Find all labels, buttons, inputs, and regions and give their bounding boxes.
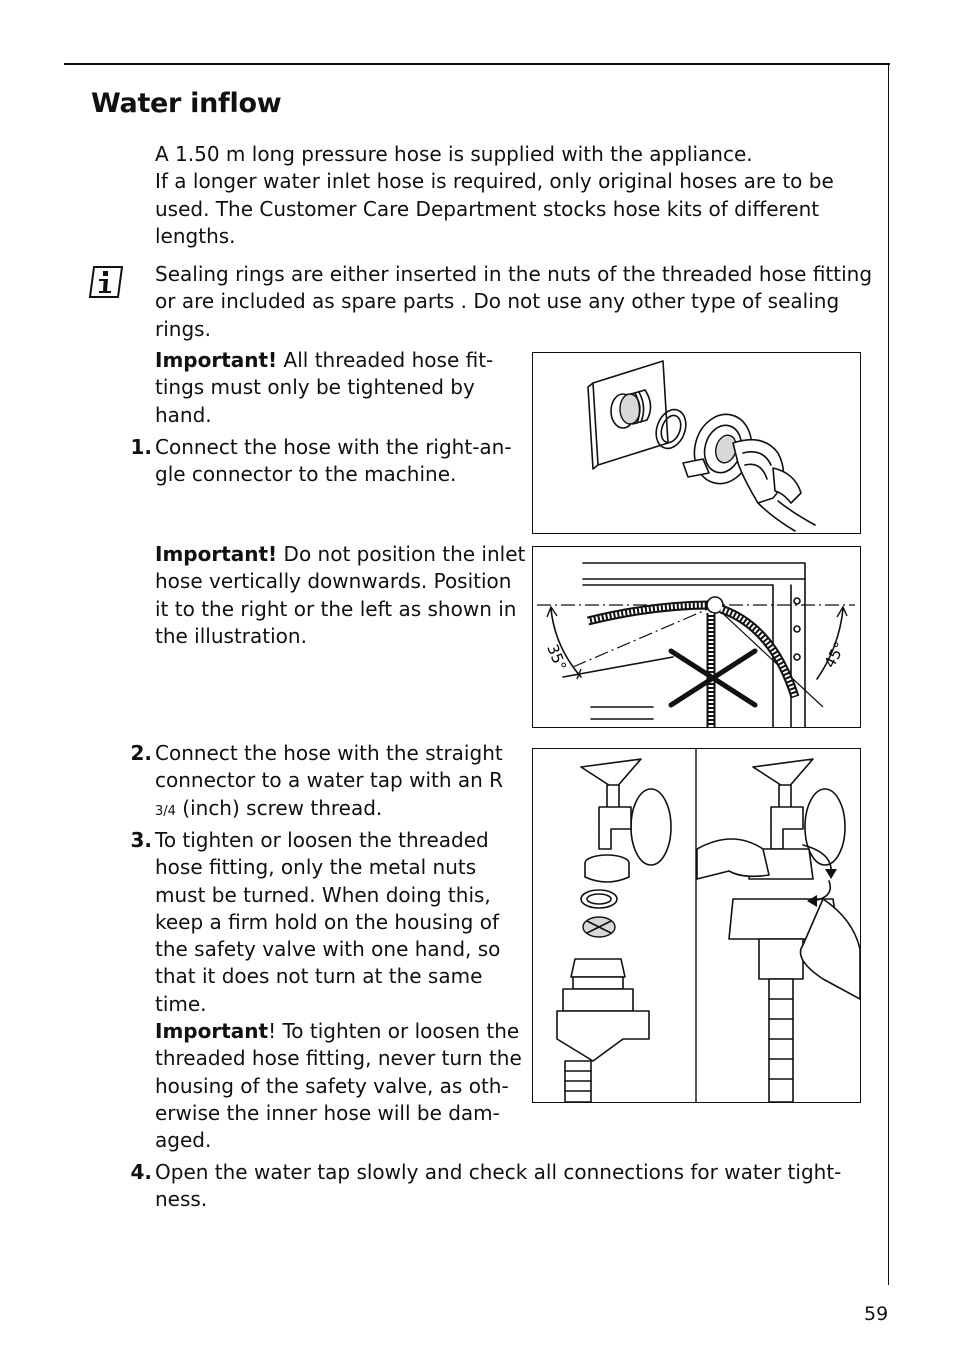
info-i-icon: [89, 265, 123, 299]
important-hand-tighten: [155, 347, 493, 429]
important-label: Important: [155, 1019, 269, 1044]
top-rule: [64, 63, 890, 65]
angle-label-right: 45°: [820, 638, 850, 671]
angle-label-left: 35°: [543, 641, 570, 674]
step-line: To tighten or loosen the threaded: [155, 828, 489, 852]
step-1-number: 1.: [130, 435, 152, 459]
step-line: hose fitting, only the metal nuts: [155, 855, 477, 880]
important-text: it to the right or the left as shown in: [155, 596, 517, 621]
important-label: Important!: [155, 348, 278, 372]
step-line: keep a firm hold on the housing of: [155, 909, 499, 934]
step-line: aged.: [155, 1128, 212, 1153]
info-line: Sealing rings are either inserted in the nuts of the threaded hose fitting: [155, 262, 873, 286]
figure-tap-connection: [532, 748, 861, 1103]
fraction-text: 3/4: [155, 803, 176, 819]
intro-line: A 1.50 m long pressure hose is supplied with the appliance.: [155, 142, 753, 166]
step-line: erwise the inner hose will be dam-: [155, 1100, 500, 1125]
step-line: threaded hose fitting, never turn the: [155, 1046, 522, 1071]
step-line: time.: [155, 991, 207, 1016]
step-line: ! To tighten or loosen the: [268, 1019, 520, 1044]
step-3-text: [155, 827, 522, 1155]
important-text: tings must only be tightened by: [155, 375, 475, 400]
important-label: Important!: [155, 542, 278, 566]
sealing-rings-paragraph: [155, 261, 872, 343]
right-margin-rule: [888, 63, 889, 1285]
step-1-text: [155, 434, 512, 489]
step-line: gle connector to the machine.: [155, 462, 457, 487]
intro-line: used. The Customer Care Department stocks hose kits of different: [155, 196, 820, 221]
important-text: hose vertically downwards. Position: [155, 569, 512, 594]
hose-angle-illustration: [533, 547, 860, 727]
intro-paragraph: [155, 141, 834, 250]
step-line: Open the water tap slowly and check all connections for water tight-: [155, 1160, 842, 1184]
step-line: connector to a water tap with an R: [155, 768, 504, 793]
step-line: Connect the hose with the right-an-: [155, 435, 512, 459]
step-4-text: [155, 1159, 841, 1214]
step-line: housing of the safety valve, as oth-: [155, 1073, 509, 1098]
page-title: Water inflow: [91, 88, 282, 119]
step-line: ness.: [155, 1187, 208, 1212]
info-line: or are included as spare parts . Do not use any other type of sealing: [155, 289, 840, 314]
connector-illustration: [533, 353, 860, 533]
step-2-number: 2.: [130, 741, 152, 765]
important-text: hand.: [155, 402, 212, 427]
step-2-text: [155, 740, 503, 825]
intro-line: lengths.: [155, 223, 236, 248]
step-line: the safety valve with one hand, so: [155, 937, 501, 962]
important-text: the illustration.: [155, 623, 307, 648]
step-line: must be turned. When doing this,: [155, 882, 491, 907]
tap-connection-illustration: [533, 749, 860, 1102]
step-3-number: 3.: [130, 828, 152, 852]
step-line: (inch) screw thread.: [175, 795, 383, 820]
important-text: All threaded hose fit-: [277, 348, 494, 372]
info-line: rings.: [155, 316, 211, 341]
figure-connector-to-machine: [532, 352, 861, 534]
figure-hose-angles: [532, 546, 861, 728]
page-number: 59: [864, 1303, 889, 1325]
important-text: Do not position the inlet: [277, 542, 526, 566]
step-4-number: 4.: [130, 1160, 152, 1184]
important-hose-position: [155, 541, 525, 650]
intro-line: If a longer water inlet hose is required, only original hoses are to be: [155, 169, 834, 194]
step-line: that it does not turn at the same: [155, 964, 483, 989]
step-line: Connect the hose with the straight: [155, 741, 503, 765]
